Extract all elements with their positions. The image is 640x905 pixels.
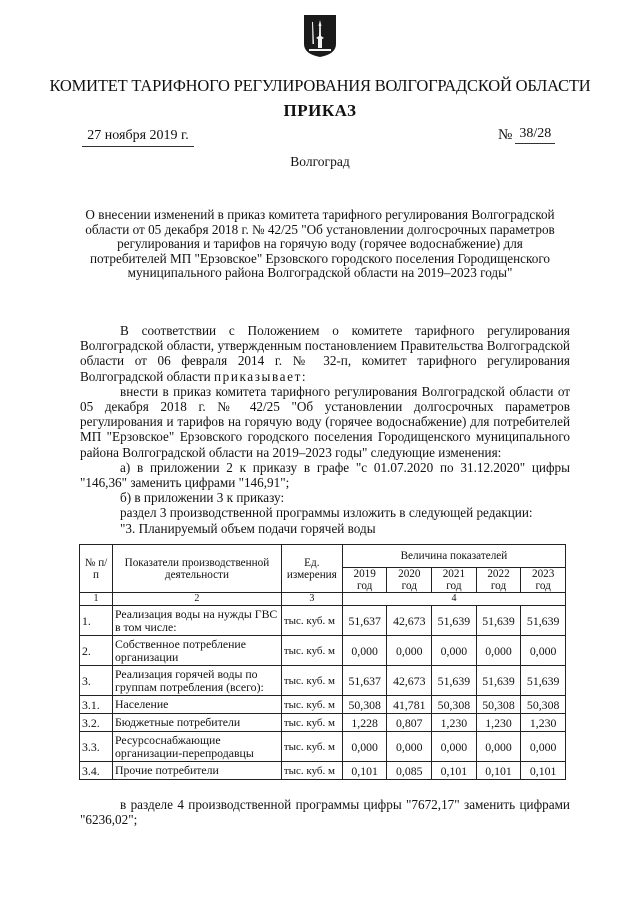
row-number: 3.3. [80,732,113,762]
paragraph-section-3: раздел 3 производственной программы изложить в следующей редакции: [120,505,533,521]
row-value: 41,781 [387,696,432,714]
row-number: 3.2. [80,714,113,732]
row-unit: тыс. куб. м [281,606,342,636]
row-value: 51,639 [432,666,477,696]
document-type: ПРИКАЗ [283,101,357,120]
row-value: 0,101 [432,762,477,780]
row-value: 1,230 [476,714,521,732]
orders-word: приказывает: [213,368,308,384]
row-value: 50,308 [432,696,477,714]
volgograd-emblem-icon [303,14,337,58]
paragraph-section-3-title: "3. Планируемый объем подачи горячей воды [120,520,376,536]
row-unit: тыс. куб. м [281,732,342,762]
document-number: 38/28 [515,126,555,144]
header-year: 2019 год [342,568,387,593]
row-value: 51,639 [521,666,566,696]
header-year: 2022 год [476,568,521,593]
table-row [80,666,566,696]
row-name: Прочие потребители [113,762,282,780]
row-name: Собственное потребление организации [113,636,282,666]
paragraph-item-a: а) в приложении 2 к приказу в графе "с 01.07.2020 по 31.12.2020" цифры "146,36" заменить цифрами "146,91"; [80,459,570,491]
table-header-row [80,545,566,568]
header-name: Показатели производственной деятельности [113,545,282,593]
row-number: 3. [80,666,113,696]
document-body [80,323,570,536]
table-row [80,636,566,666]
paragraph-section-4: в разделе 4 производственной программы цифры "7672,17" заменить цифрами "6236,02"; [80,797,570,828]
production-table [79,544,566,780]
number-sign: № [498,127,513,143]
row-value: 0,000 [432,636,477,666]
row-name: Реализация воды на нужды ГВС в том числе: [113,606,282,636]
row-number: 1. [80,606,113,636]
table-row [80,696,566,714]
row-value: 0,807 [387,714,432,732]
row-value: 0,000 [342,732,387,762]
row-value: 0,101 [521,762,566,780]
row-value: 50,308 [342,696,387,714]
document-number-block [498,126,555,144]
document-date: 27 ноября 2019 г. [82,128,194,147]
paragraph-item-b: б) в приложении 3 к приказу: [120,490,285,506]
row-value: 0,000 [521,732,566,762]
row-value: 1,228 [342,714,387,732]
row-value: 51,639 [476,606,521,636]
row-unit: тыс. куб. м [281,696,342,714]
row-value: 0,000 [387,732,432,762]
row-value: 0,000 [387,636,432,666]
header-year: 2020 год [387,568,432,593]
col-index-1: 1 [80,593,113,606]
table-row [80,606,566,636]
table-row [80,762,566,780]
row-value: 42,673 [387,666,432,696]
row-value: 50,308 [521,696,566,714]
col-index-4: 4 [342,593,565,606]
header-year: 2021 год [432,568,477,593]
row-unit: тыс. куб. м [281,762,342,780]
row-value: 0,101 [476,762,521,780]
row-value: 1,230 [521,714,566,732]
table-row [80,714,566,732]
col-index-2: 2 [113,593,282,606]
row-value: 0,000 [342,636,387,666]
row-value: 51,639 [521,606,566,636]
document-subject: О внесении изменений в приказ комитета тарифного регулирования Волгоградской области от 05 декабря 2018 г. № 42/25 "Об установлении долгосрочных параметров регулирования и тарифов на горячую воду (горячее водоснабжение) для потребителей МП "Ерзовское" Ерзовского городского поселения Городищенского муниципального района Волгоградской области на 2019–2023 годы" [85,207,555,281]
row-value: 51,637 [342,606,387,636]
document-after-table [80,797,570,827]
row-name: Реализация горячей воды по группам потребления (всего): [113,666,282,696]
row-value: 51,639 [432,606,477,636]
table-row [80,732,566,762]
header-num: № п/п [80,545,113,593]
header-year: 2023 год [521,568,566,593]
row-unit: тыс. куб. м [281,666,342,696]
row-value: 0,000 [521,636,566,666]
row-value: 0,000 [476,636,521,666]
committee-name: КОМИТЕТ ТАРИФНОГО РЕГУЛИРОВАНИЯ ВОЛГОГРАДСКОЙ ОБЛАСТИ [49,76,591,95]
row-name: Ресурсоснабжающие организации-перепродавцы [113,732,282,762]
row-unit: тыс. куб. м [281,714,342,732]
paragraph-basis-text: В соответствии с Положением о комитете тарифного регулирования Волгоградской области, утвержденным постановлением Правительства Волгоградской области от 06 февраля 2014 г. № 32-п, комитет тарифного регулирования Волгоградской области [80,323,570,384]
paragraph-amend: внести в приказ комитета тарифного регулирования Волгоградской области от 05 декабря 2018 г. № 42/25 "Об установлении долгосрочных параметров регулирования и тарифов на горячую воду (горячее водоснабжение) для потребителей МП "Ерзовское" Ерзовского городского поселения Городищенского муниципального района Волгоградской области на 2019–2023 годы" следующие изменения: [80,383,570,460]
table-index-row [80,593,566,606]
row-value: 51,639 [476,666,521,696]
row-number: 2. [80,636,113,666]
row-value: 51,637 [342,666,387,696]
row-number: 3.4. [80,762,113,780]
row-value: 1,230 [432,714,477,732]
row-name: Население [113,696,282,714]
row-value: 50,308 [476,696,521,714]
row-value: 0,085 [387,762,432,780]
row-value: 0,000 [476,732,521,762]
paragraph-basis [80,323,570,384]
header-values: Величина показателей [342,545,565,568]
row-value: 42,673 [387,606,432,636]
row-value: 0,000 [432,732,477,762]
col-index-3: 3 [281,593,342,606]
row-unit: тыс. куб. м [281,636,342,666]
row-number: 3.1. [80,696,113,714]
header-unit: Ед. измерения [281,545,342,593]
row-name: Бюджетные потребители [113,714,282,732]
row-value: 0,101 [342,762,387,780]
document-city: Волгоград [290,154,350,169]
